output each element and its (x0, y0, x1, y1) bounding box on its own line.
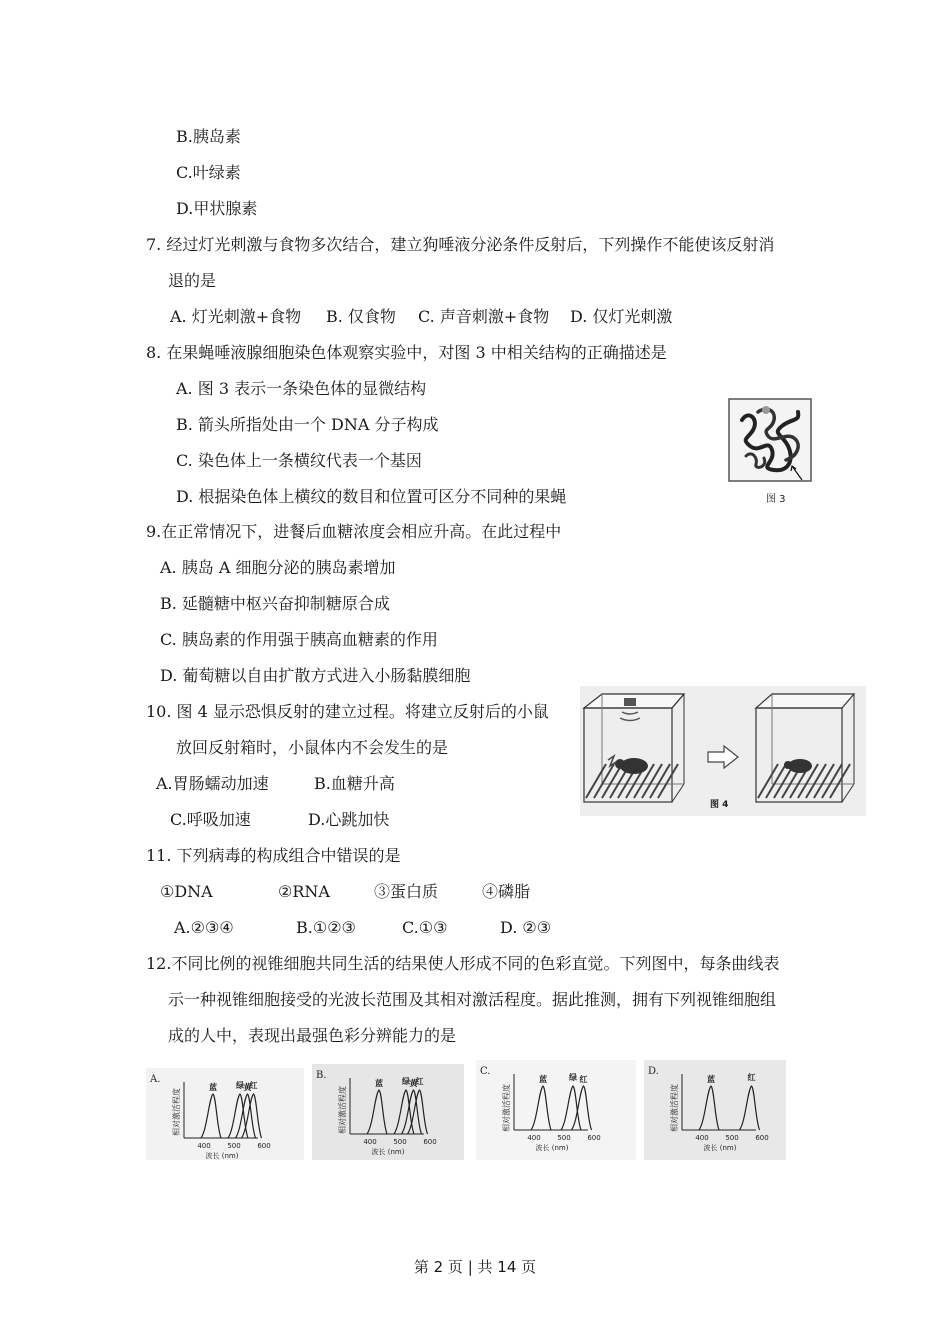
chart-tick-label: 500 (725, 1134, 739, 1142)
figure-3-chromosome-image (728, 398, 812, 482)
chart-tick-label: 600 (587, 1134, 601, 1142)
q11-option-a: A.②③④ (174, 918, 234, 937)
q10-stem-line2: 放回反射箱时，小鼠体内不会发生的是 (176, 738, 449, 757)
q7-option-d: D. 仅灯光刺激 (570, 307, 673, 326)
q8-option-b: B. 箭头所指处由一个 DNA 分子构成 (176, 415, 439, 434)
cone-chart-svg (146, 1068, 304, 1160)
chart-tick-label: 400 (527, 1134, 541, 1142)
chart-curve-label: 蓝 (707, 1075, 715, 1084)
q10-option-a: A.胃肠蠕动加速 (156, 774, 269, 793)
chart-curve-label: 蓝 (375, 1079, 383, 1088)
chart-tick-label: 600 (423, 1138, 437, 1146)
chart-tick-label: 500 (557, 1134, 571, 1142)
q11-stem: 11. 下列病毒的构成组合中错误的是 (146, 846, 401, 865)
q10-stem-line1: 10. 图 4 显示恐惧反射的建立过程。将建立反射后的小鼠 (146, 702, 549, 721)
chart-tick-label: 400 (197, 1142, 211, 1150)
figure-4-caption: 图 4 (710, 800, 729, 810)
chart-letter: C. (480, 1066, 491, 1077)
chart-curve (367, 1090, 387, 1134)
q10-option-c: C.呼吸加速 (170, 810, 251, 829)
figure-4-fear-reflex-image (580, 686, 866, 816)
chart-curve-label: 黄 (409, 1079, 418, 1088)
chart-curve (236, 1094, 256, 1138)
q6-option-d: D.甲状腺素 (176, 199, 258, 218)
chart-curve-label: 红 (579, 1075, 588, 1084)
chart-curve-label: 红 (249, 1081, 258, 1090)
chart-xlabel: 波长 (nm) (205, 1152, 239, 1160)
chart-curve-label: 红 (415, 1077, 424, 1086)
chart-curve-label: 红 (747, 1073, 756, 1082)
q8-option-d: D. 根据染色体上横纹的数目和位置可区分不同种的果蝇 (176, 487, 567, 506)
chart-curve (201, 1094, 221, 1138)
q6-option-c: C.叶绿素 (176, 163, 241, 182)
q8-option-a: A. 图 3 表示一条染色体的显微结构 (176, 379, 427, 398)
chart-ylabel: 相对激活程度 (338, 1086, 347, 1134)
chart-xlabel: 波长 (nm) (371, 1148, 405, 1156)
q11-item-1: ①DNA (160, 882, 213, 901)
chart-curve-label: 蓝 (539, 1075, 547, 1084)
chart-letter: D. (648, 1066, 659, 1077)
cone-chart-svg (476, 1060, 636, 1160)
cone-chart-b (312, 1064, 464, 1160)
chart-tick-label: 400 (363, 1138, 377, 1146)
q11-option-b: B.①②③ (296, 918, 356, 937)
page-footer: 第 2 页 | 共 14 页 (413, 1258, 537, 1276)
figure-3-caption: 图 3 (766, 494, 786, 505)
chart-curve-label: 黄 (243, 1083, 252, 1092)
chart-letter: A. (150, 1074, 161, 1085)
chart-tick-label: 500 (393, 1138, 407, 1146)
q11-item-3: ③蛋白质 (374, 882, 439, 901)
chart-ylabel: 相对激活程度 (670, 1084, 679, 1132)
chart-tick-label: 400 (695, 1134, 709, 1142)
chart-tick-label: 600 (755, 1134, 769, 1142)
chart-tick-label: 600 (257, 1142, 271, 1150)
chart-xlabel: 波长 (nm) (703, 1144, 737, 1152)
q11-item-2: ②RNA (278, 882, 330, 901)
q7-option-c: C. 声音刺激+食物 (418, 307, 550, 326)
chart-curve-label: 蓝 (209, 1083, 217, 1092)
cone-chart-a (146, 1068, 304, 1160)
q12-stem-line1: 12.不同比例的视锥细胞共同生活的结果使人形成不同的色彩直觉。下列图中，每条曲线表 (146, 954, 780, 973)
q12-stem-line2: 示一种视锥细胞接受的光波长范围及其相对激活程度。据此推测，拥有下列视锥细胞组 (168, 990, 777, 1009)
chart-ylabel: 相对激活程度 (502, 1084, 511, 1132)
chart-curve-label: 绿 (236, 1081, 244, 1090)
chart-curve-label: 绿 (402, 1077, 410, 1086)
q7-stem-line2: 退的是 (168, 271, 217, 290)
q7-option-b: B. 仅食物 (326, 307, 396, 326)
q9-option-c: C. 胰岛素的作用强于胰高血糖素的作用 (160, 630, 438, 649)
q8-option-c: C. 染色体上一条横纹代表一个基因 (176, 451, 422, 470)
cone-chart-svg (312, 1064, 464, 1160)
chart-ylabel: 相对激活程度 (172, 1088, 181, 1136)
q11-item-4: ④磷脂 (482, 882, 531, 901)
cone-chart-svg (644, 1060, 786, 1160)
chart-curve (699, 1086, 719, 1130)
chart-curve (740, 1086, 760, 1130)
q11-option-c: C.①③ (402, 918, 448, 937)
chart-curve (531, 1086, 551, 1130)
chart-curve (402, 1090, 422, 1134)
q6-option-b: B.胰岛素 (176, 127, 241, 146)
q9-option-b: B. 延髓糖中枢兴奋抑制糖原合成 (160, 594, 390, 613)
q9-option-d: D. 葡萄糖以自由扩散方式进入小肠黏膜细胞 (160, 666, 471, 685)
q9-option-a: A. 胰岛 A 细胞分泌的胰岛素增加 (160, 558, 396, 577)
q7-option-a: A. 灯光刺激+食物 (170, 307, 302, 326)
cone-chart-c (476, 1060, 636, 1160)
chart-xlabel: 波长 (nm) (535, 1144, 569, 1152)
chart-tick-label: 500 (227, 1142, 241, 1150)
q11-option-d: D. ②③ (500, 918, 552, 937)
q9-stem: 9.在正常情况下，进餐后血糖浓度会相应升高。在此过程中 (146, 522, 562, 541)
chart-letter: B. (316, 1070, 327, 1081)
q7-stem-line1: 7. 经过灯光刺激与食物多次结合，建立狗唾液分泌条件反射后，下列操作不能使该反射消 (146, 235, 775, 254)
q10-option-b: B.血糖升高 (314, 774, 395, 793)
cone-chart-d (644, 1060, 786, 1160)
q10-option-d: D.心跳加快 (308, 810, 390, 829)
q8-stem: 8. 在果蝇唾液腺细胞染色体观察实验中，对图 3 中相关结构的正确描述是 (146, 343, 667, 362)
chart-curve-label: 绿 (569, 1073, 577, 1082)
q12-stem-line3: 成的人中，表现出最强色彩分辨能力的是 (168, 1026, 457, 1045)
